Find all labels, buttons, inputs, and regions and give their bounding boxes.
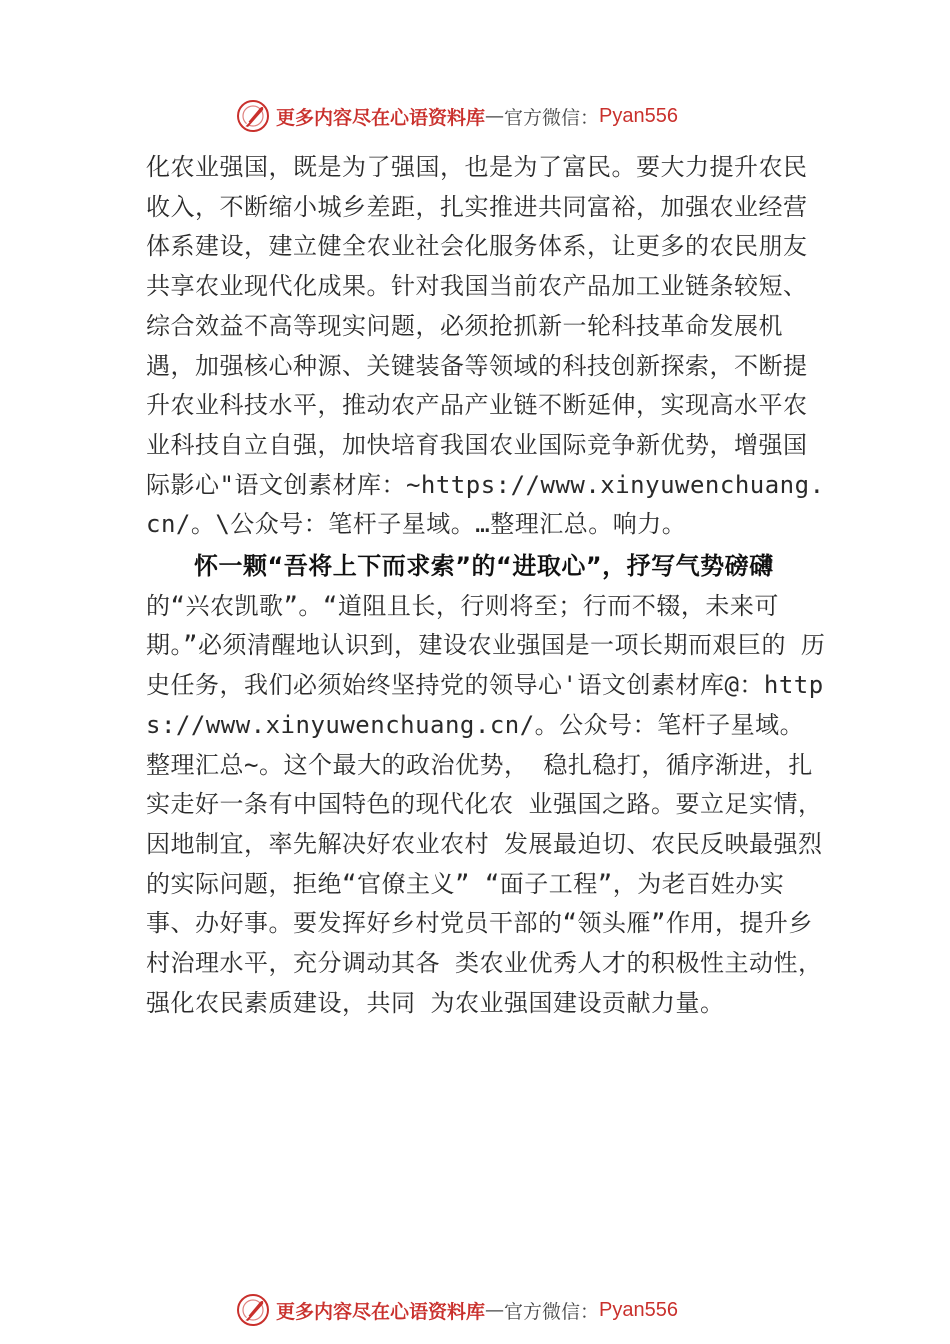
footer-banner-dash: — [485, 1299, 505, 1321]
banner-account-label: 官方微信： [504, 106, 600, 129]
footer-banner-account-handle: Pyan556 [599, 1298, 678, 1321]
quill-logo-icon [236, 99, 270, 133]
paragraph-1: 化农业强国，既是为了强国，也是为了富民。要大力提升农民收入，不断缩小城乡差距，扎实推进共同富裕，加强农业经营体系建设，建立健全农业社会化服务体系，让更多的农民朋友共享农业现代化成果。针对我国当前农产品加工业链条较短、综合效益不高等现实问题，必须抢抓新一轮科技革命发展机遇，加强核心种源、关键装备等领域的科技创新探索，不断提升农业科技水平，推动农产品产业链不断延伸，实现高水平农业科技自立自强，加快培育我国农业国际竞争新优势，增强国际影心"语文创素材库：~https://www.xinyuwenchuang.cn/。\公众号：笔杆子星域。…整理汇总。响力。 [146, 153, 825, 539]
paragraph-2-lead: 怀一颗“吾将上下而求索”的“进取心”，抒写气势磅礴 [194, 552, 774, 581]
paragraph-2-body: 的“兴农凯歌”。“道阻且长，行则将至；行而不辍，未来可期。”必须清醒地认识到，建设农业强国是一项长期而艰巨的 历史任务，我们必须始终坚持党的领导心'语文创素材库@：https://www.xinyuwenchuang.cn/。公众号：笔杆子星域。整理汇总~。这个最大的政治优势， 稳扎稳打，循序渐进，扎实走好一条有中国特色的现代化农 业强国之路。要立足实情，因地制宜，率先解决好农业农村 发展最迫切、农民反映最强烈的实际问题，拒绝“官僚主义” “面子工程”，为老百姓办实事、办好事。要发挥好乡村党员干部的“领头雁”作用，提升乡村治理水平，充分调动其各 类农业优秀人才的积极性主动性，强化农民素质建设，共同 为农业强国建设贡献力量。 [146, 591, 826, 1017]
article-body [146, 148, 826, 1023]
footer-banner [236, 1290, 736, 1330]
banner-title: 更多内容尽在心语资料库 [276, 106, 486, 129]
banner-account-handle: Pyan556 [599, 104, 678, 127]
header-banner [236, 96, 736, 136]
footer-banner-account-label: 官方微信： [504, 1300, 600, 1323]
banner-dash: — [485, 105, 505, 127]
footer-banner-title: 更多内容尽在心语资料库 [276, 1300, 486, 1323]
paragraph-2 [146, 547, 826, 1023]
quill-logo-icon [236, 1293, 270, 1327]
